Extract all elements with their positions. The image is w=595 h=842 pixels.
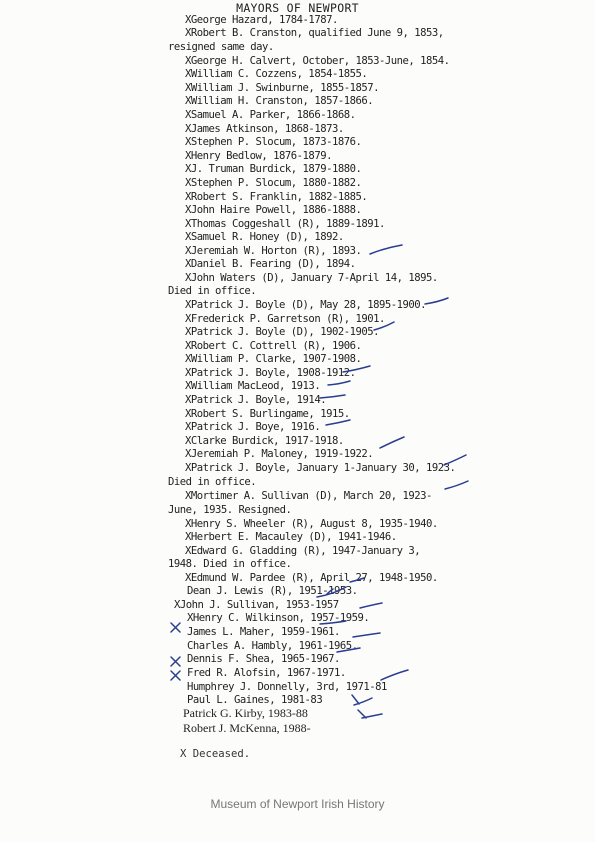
mayor-entry: XHerbert E. Macauley (D), 1941-1946.: [185, 531, 397, 543]
mayor-entry: XHenry C. Wilkinson, 1957-1959.: [187, 612, 370, 624]
mayor-entry-continuation: resigned same day.: [168, 41, 274, 53]
mayor-entry: XPatrick J. Boyle, 1908-1912.: [185, 367, 356, 379]
mayor-entry: XJames Atkinson, 1868-1873.: [185, 123, 344, 135]
mayor-entry: XSamuel R. Honey (D), 1892.: [185, 231, 344, 243]
mayor-entry: XJ. Truman Burdick, 1879-1880.: [185, 163, 362, 175]
pen-check-mark: [328, 381, 350, 385]
mayor-entry-continuation: Died in office.: [168, 285, 257, 297]
mayor-entry: XRobert S. Franklin, 1882-1885.: [185, 191, 368, 203]
mayor-entry: XClarke Burdick, 1917-1918.: [185, 435, 344, 447]
mayor-entry: XStephen P. Slocum, 1873-1876.: [185, 136, 362, 148]
mayor-entry: XEdward G. Gladding (R), 1947-January 3,: [185, 545, 421, 557]
mayor-entry: XSamuel A. Parker, 1866-1868.: [185, 109, 356, 121]
pen-check-mark: [352, 695, 372, 705]
mayor-entry: XWilliam H. Cranston, 1857-1866.: [185, 95, 374, 107]
mayor-entry: XRobert B. Cranston, qualified June 9, 1853,: [185, 27, 444, 39]
watermark: Museum of Newport Irish History: [210, 797, 385, 811]
pen-check-mark: [370, 245, 402, 254]
document-title: MAYORS OF NEWPORT: [236, 1, 359, 15]
mayor-entry: XJohn Haire Powell, 1886-1888.: [185, 204, 362, 216]
mayor-entry: Humphrey J. Donnelly, 3rd, 1971-81: [187, 681, 387, 693]
mayor-entry: XRobert C. Cottrell (R), 1906.: [185, 340, 362, 352]
mayor-entry: Dean J. Lewis (R), 1951-1953.: [187, 585, 358, 597]
mayor-entry: Robert J. McKenna, 1988-: [183, 721, 311, 735]
mayor-entry: XPatrick J. Boyle, 1914.: [185, 394, 327, 406]
mayor-entry: XPatrick J. Boyle, January 1-January 30, 1923.: [185, 462, 456, 474]
pen-check-mark: [358, 710, 382, 718]
mayor-entry: XWilliam MacLeod, 1913.: [185, 380, 321, 392]
mayor-entry: XPatrick J. Boyle (D), 1902-1905.: [185, 326, 379, 338]
mayor-entry: XPatrick J. Boye, 1916.: [185, 421, 321, 433]
mayor-entry: XStephen P. Slocum, 1880-1882.: [185, 177, 362, 189]
pen-check-mark: [353, 633, 380, 637]
mayor-entry: James L. Maher, 1959-1961.: [187, 626, 340, 638]
mayor-entry: XHenry Bedlow, 1876-1879.: [185, 150, 332, 162]
mayor-entry: XDaniel B. Fearing (D), 1894.: [185, 258, 356, 270]
pen-check-mark: [381, 670, 408, 680]
mayor-entry: Fred R. Alofsin, 1967-1971.: [187, 667, 346, 679]
mayor-entry: XFrederick P. Garretson (R), 1901.: [185, 313, 385, 325]
mayor-entry-continuation: Died in office.: [168, 476, 257, 488]
pen-check-mark: [380, 437, 404, 448]
pen-check-mark: [445, 481, 468, 489]
mayor-entry: XGeorge H. Calvert, October, 1853-June, 1854.: [185, 55, 450, 67]
mayor-entry-continuation: June, 1935. Resigned.: [168, 504, 292, 516]
mayor-entry: XGeorge Hazard, 1784-1787.: [185, 14, 338, 26]
mayor-entry: XHenry S. Wheeler (R), August 8, 1935-1940.: [185, 518, 438, 530]
mayor-entry: XThomas Coggeshall (R), 1889-1891.: [185, 218, 385, 230]
deceased-footnote: X Deceased.: [180, 748, 251, 760]
mayor-entry: XEdmund W. Pardee (R), April 27, 1948-1950.: [185, 572, 438, 584]
mayor-entry: Charles A. Hambly, 1961-1965.: [187, 640, 358, 652]
mayor-entry: Dennis F. Shea, 1965-1967.: [187, 653, 340, 665]
mayor-entry: XMortimer A. Sullivan (D), March 20, 1923-: [185, 490, 432, 502]
pen-check-mark: [360, 603, 382, 608]
mayor-entry: XRobert S. Burlingame, 1915.: [185, 408, 350, 420]
pen-x-mark: [171, 671, 180, 680]
pen-check-mark: [425, 298, 448, 304]
mayor-entry: XJohn J. Sullivan, 1953-1957: [174, 599, 339, 611]
pen-x-mark: [171, 623, 180, 632]
pen-x-mark: [171, 657, 180, 666]
mayor-entry: XJeremiah W. Horton (R), 1893.: [185, 245, 362, 257]
mayor-entry: XWilliam P. Clarke, 1907-1908.: [185, 353, 362, 365]
mayor-entry: Paul L. Gaines, 1981-83: [187, 694, 323, 706]
mayor-entry: XJohn Waters (D), January 7-April 14, 1895.: [185, 272, 438, 284]
mayor-entry: XPatrick J. Boyle (D), May 28, 1895-1900.: [185, 299, 426, 311]
mayor-entry: XJeremiah P. Maloney, 1919-1922.: [185, 448, 374, 460]
mayor-entry: Patrick G. Kirby, 1983-88: [183, 706, 308, 720]
mayor-entry: XWilliam J. Swinburne, 1855-1857.: [185, 82, 379, 94]
mayor-entry-continuation: 1948. Died in office.: [168, 558, 292, 570]
mayor-entry: XWilliam C. Cozzens, 1854-1855.: [185, 68, 368, 80]
